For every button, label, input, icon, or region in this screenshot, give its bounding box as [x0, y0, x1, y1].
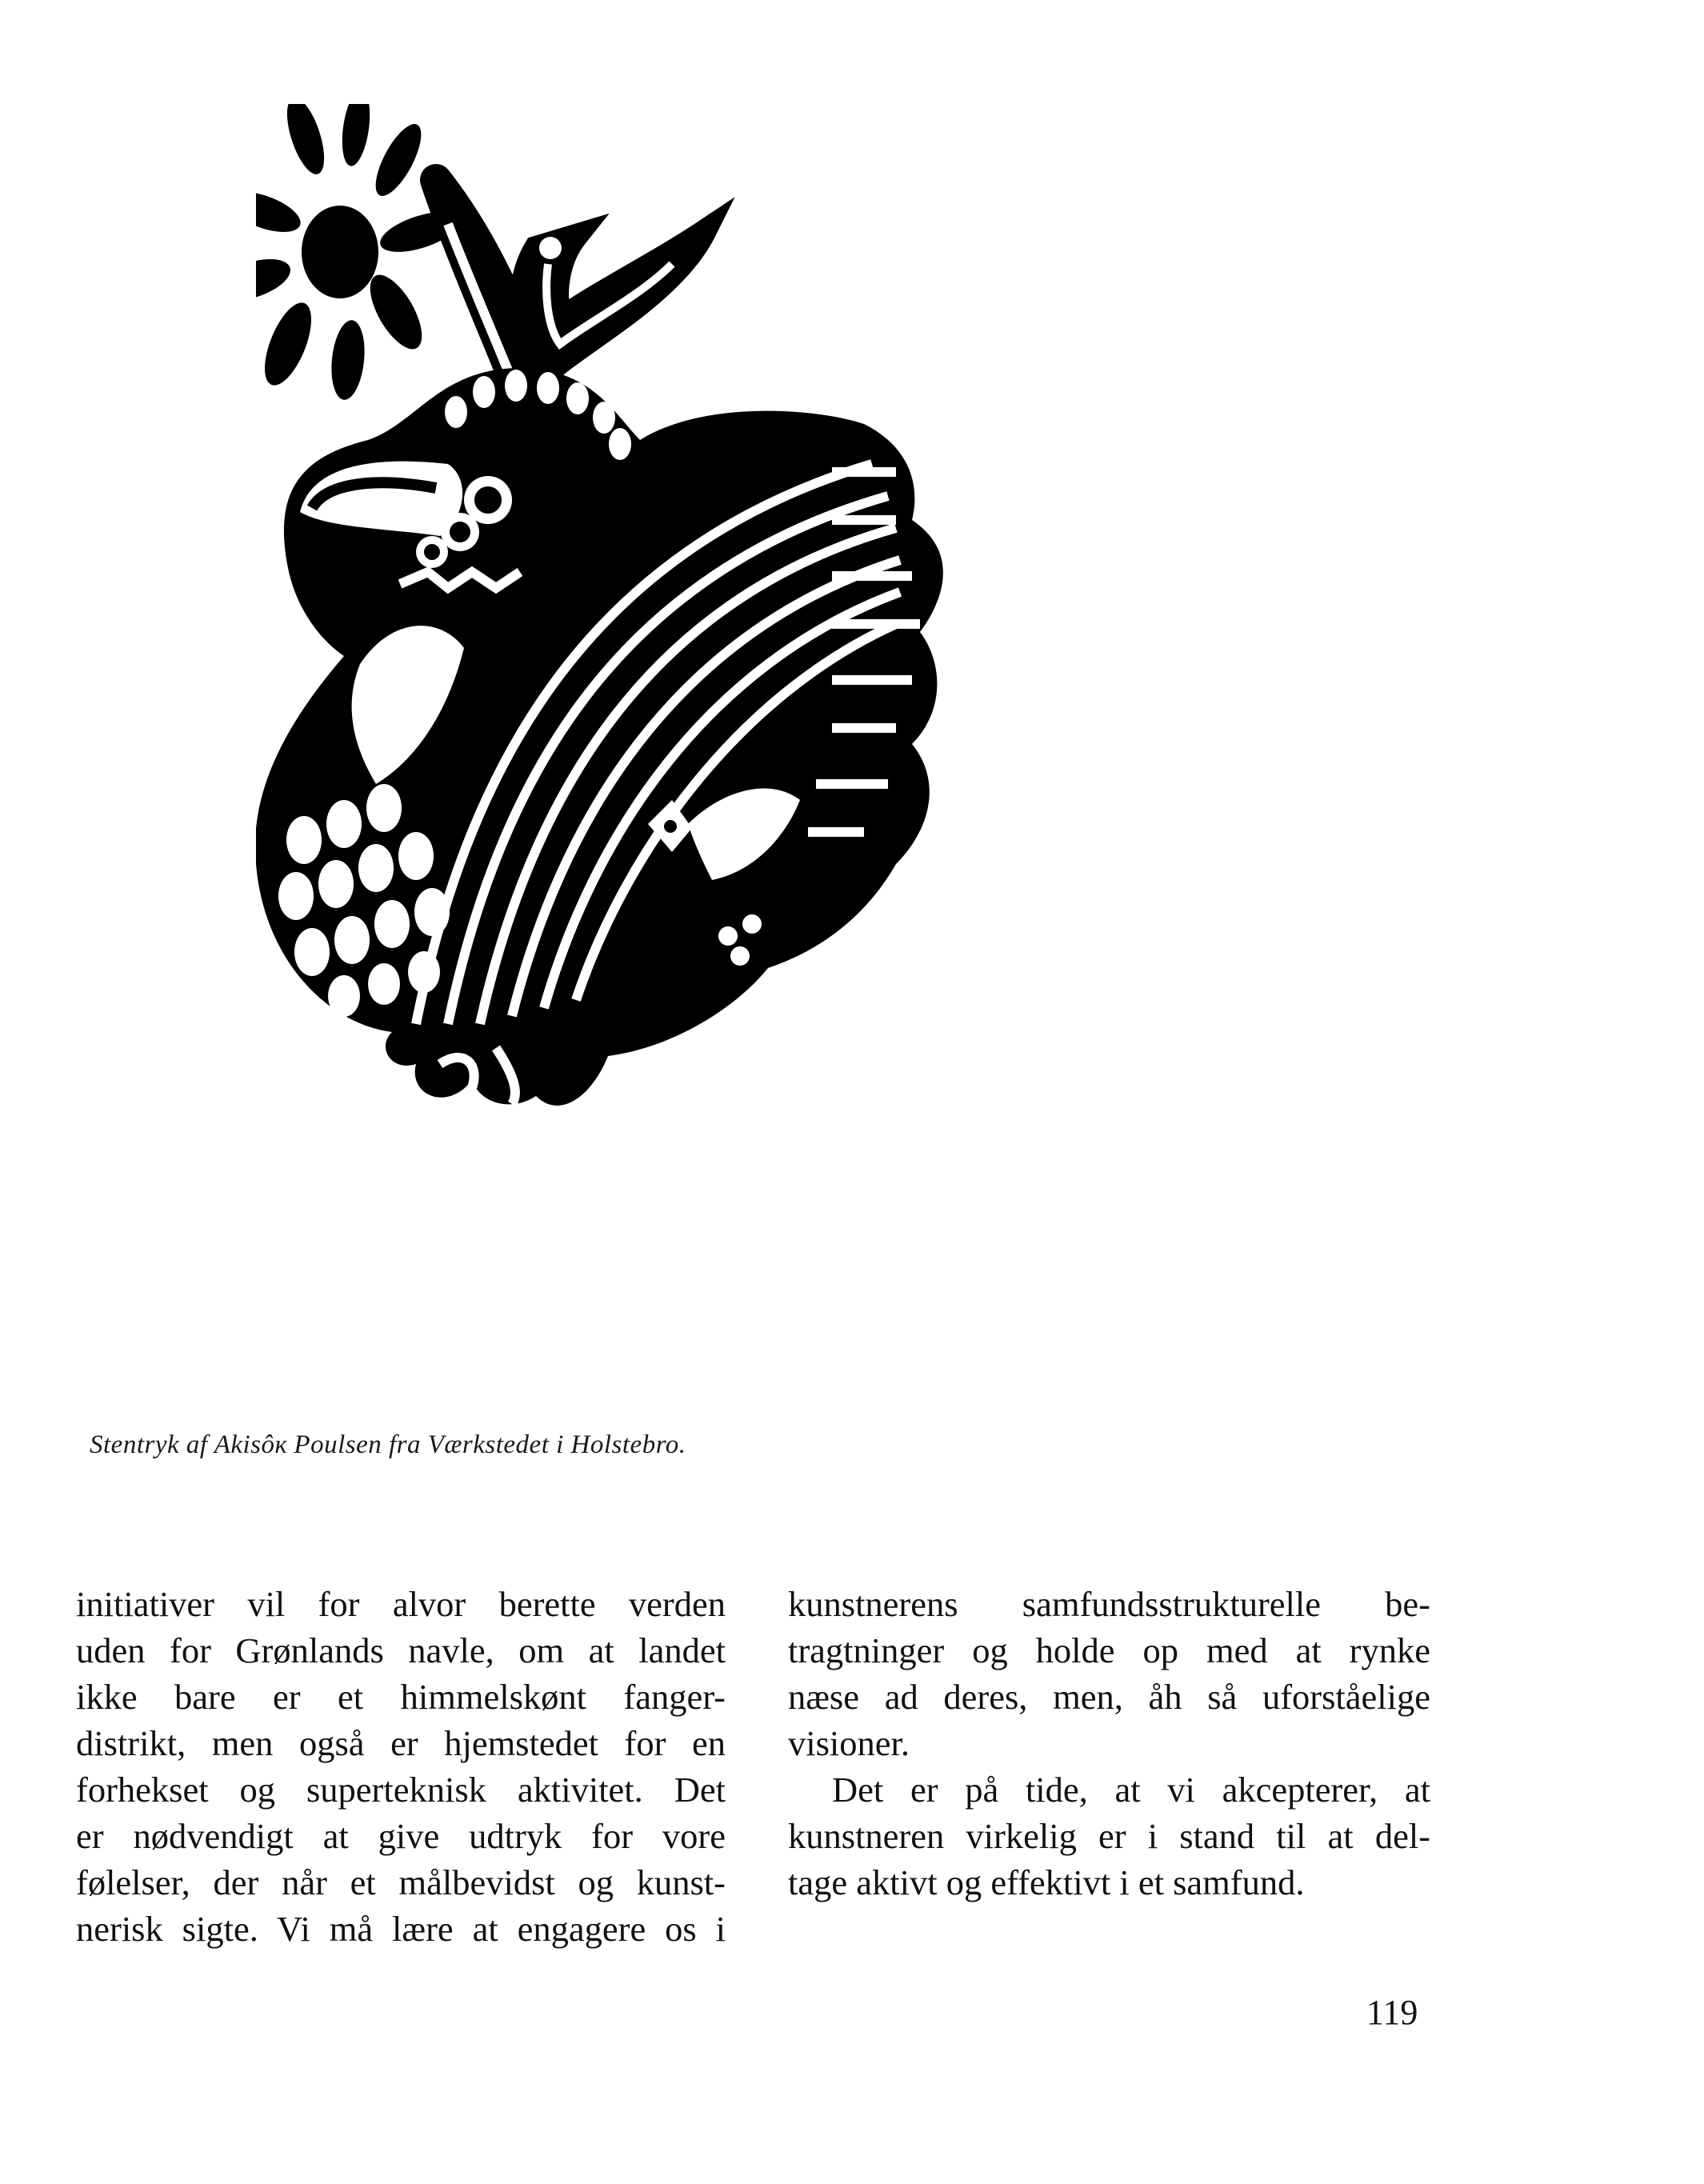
text-line: tragtninger og holde op med at rynke [788, 1630, 1430, 1670]
figure-caption: Stentryk af Akisôĸ Poulsen fra Værkstedet i Holstebro. [90, 1430, 686, 1459]
text-line: kunstneren virkelig er i stand til at del- [788, 1816, 1430, 1856]
text-column-right [788, 1581, 1430, 1906]
text-column-left [76, 1581, 726, 1952]
text-line: nerisk sigte. Vi må lære at engagere os i [76, 1909, 726, 1949]
text-line: kunstnerens samfundsstrukturelle be- [788, 1584, 1430, 1624]
text-line: forhekset og superteknisk aktivitet. Det [76, 1770, 726, 1810]
linocut-illustration [256, 104, 1296, 1408]
text-line: Det er på tide, at vi akcepterer, at [832, 1770, 1430, 1810]
sun-icon [256, 104, 465, 402]
text-line: uden for Grønlands navle, om at landet [76, 1630, 726, 1670]
text-line: næse ad deres, men, åh så uforståelige [788, 1677, 1430, 1717]
text-line: er nødvendigt at give udtryk for vore [76, 1816, 726, 1856]
bird-icon [256, 368, 943, 1106]
text-line: visioner. [788, 1723, 910, 1763]
text-line: tage aktivt og effektivt i et samfund. [788, 1862, 1305, 1902]
text-line: initiativer vil for alvor berette verden [76, 1584, 726, 1624]
text-line: distrikt, men også er hjemstedet for en [76, 1723, 726, 1763]
page-number: 119 [1366, 1993, 1418, 2032]
text-line: følelser, der når et målbevidst og kunst- [76, 1862, 726, 1902]
text-line: ikke bare er et himmelskønt fanger- [76, 1677, 726, 1717]
